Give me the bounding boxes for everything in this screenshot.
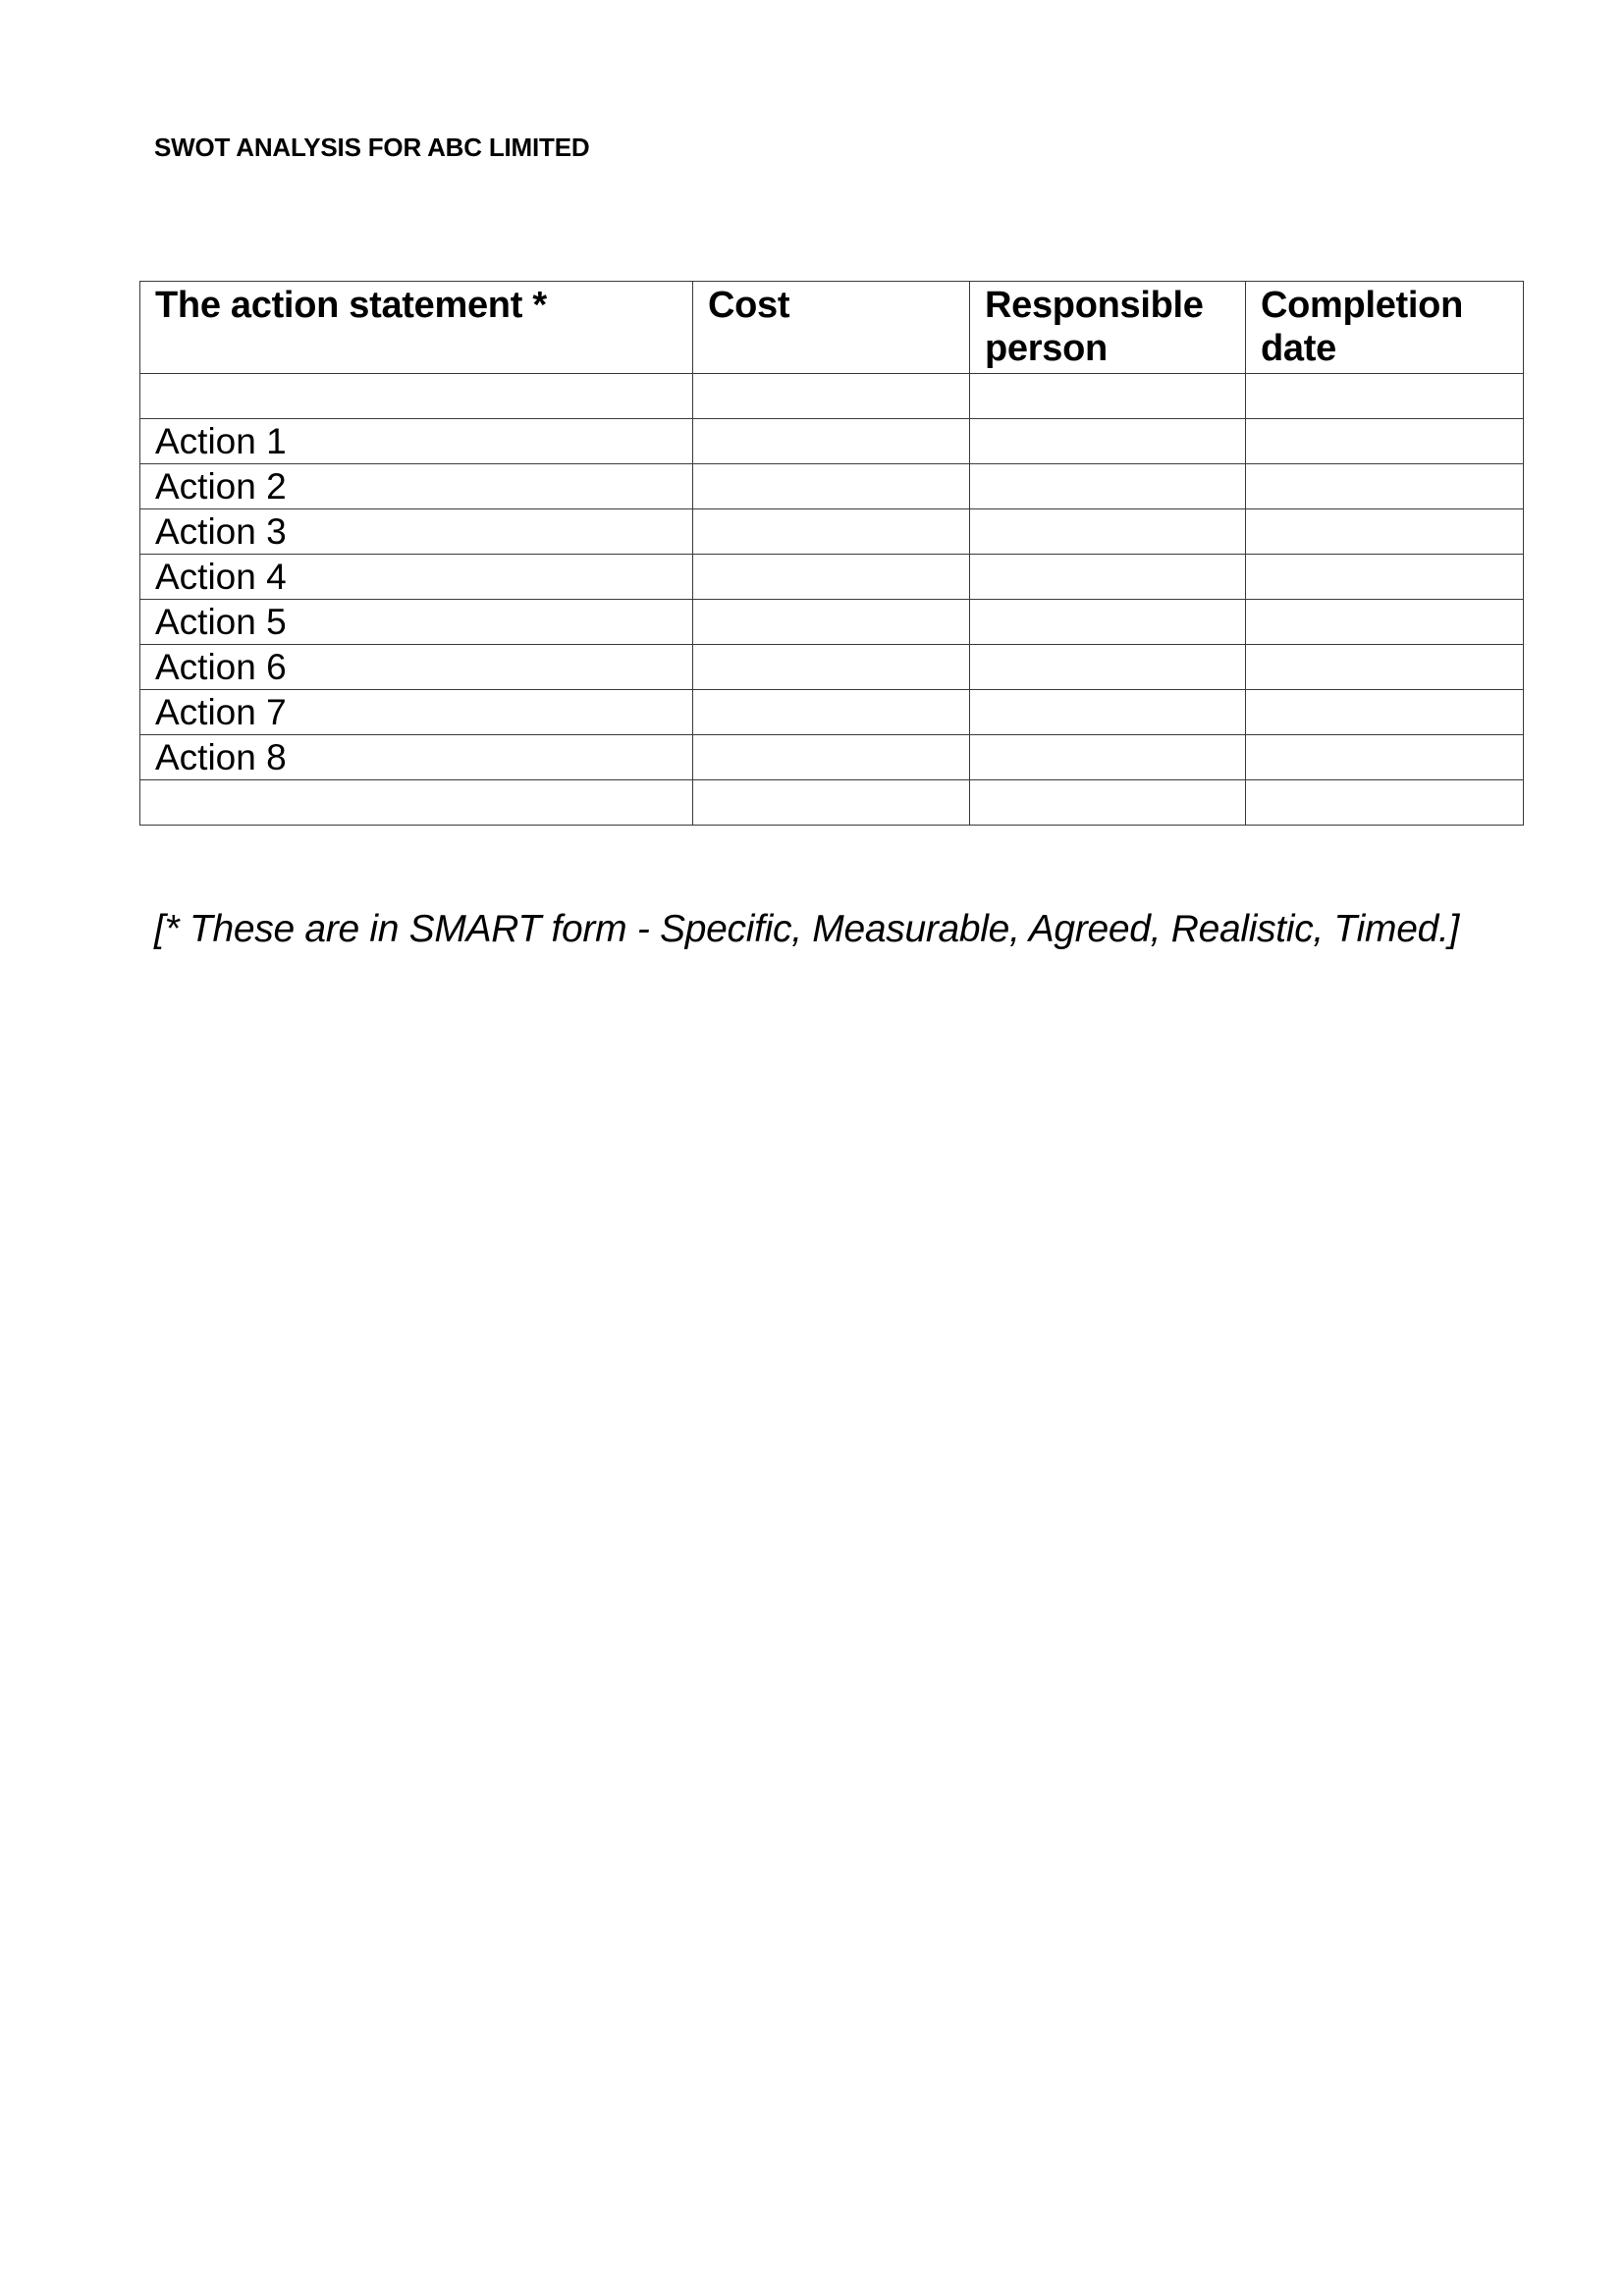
cell-person xyxy=(970,374,1246,419)
table-row xyxy=(140,690,1524,735)
cell-date xyxy=(1246,509,1524,555)
cell-person xyxy=(970,555,1246,600)
cell-date xyxy=(1246,735,1524,780)
header-cost: Cost xyxy=(693,282,970,374)
cell-cost xyxy=(693,690,970,735)
cell-cost xyxy=(693,600,970,645)
table-row xyxy=(140,464,1524,509)
cell-cost xyxy=(693,780,970,826)
cell-cost xyxy=(693,555,970,600)
cell-date xyxy=(1246,464,1524,509)
cell-action xyxy=(140,780,693,826)
cell-action: Action 6 xyxy=(140,645,693,690)
cell-action: Action 3 xyxy=(140,509,693,555)
table-row xyxy=(140,600,1524,645)
cell-cost xyxy=(693,645,970,690)
cell-action: Action 5 xyxy=(140,600,693,645)
cell-person xyxy=(970,735,1246,780)
table-row xyxy=(140,509,1524,555)
cell-action: Action 7 xyxy=(140,690,693,735)
cell-person xyxy=(970,600,1246,645)
cell-person xyxy=(970,509,1246,555)
cell-person xyxy=(970,690,1246,735)
cell-date xyxy=(1246,555,1524,600)
header-action-statement: The action statement * xyxy=(140,282,693,374)
table-row xyxy=(140,374,1524,419)
action-plan-table xyxy=(139,281,1524,826)
cell-action: Action 2 xyxy=(140,464,693,509)
table-row xyxy=(140,735,1524,780)
cell-person xyxy=(970,464,1246,509)
header-completion-date: Completion date xyxy=(1246,282,1524,374)
cell-person xyxy=(970,419,1246,464)
cell-cost xyxy=(693,464,970,509)
table-row xyxy=(140,555,1524,600)
cell-action: Action 4 xyxy=(140,555,693,600)
cell-action: Action 1 xyxy=(140,419,693,464)
cell-cost xyxy=(693,419,970,464)
cell-action xyxy=(140,374,693,419)
cell-date xyxy=(1246,780,1524,826)
cell-date xyxy=(1246,690,1524,735)
cell-date xyxy=(1246,374,1524,419)
table-header-row xyxy=(140,282,1524,374)
cell-person xyxy=(970,645,1246,690)
cell-date xyxy=(1246,600,1524,645)
smart-footnote: [* These are in SMART form - Specific, Measurable, Agreed, Realistic, Timed.] xyxy=(154,908,1460,950)
cell-cost xyxy=(693,735,970,780)
table-row xyxy=(140,780,1524,826)
cell-person xyxy=(970,780,1246,826)
cell-cost xyxy=(693,374,970,419)
cell-date xyxy=(1246,419,1524,464)
table-row xyxy=(140,419,1524,464)
table-row xyxy=(140,645,1524,690)
cell-action: Action 8 xyxy=(140,735,693,780)
cell-date xyxy=(1246,645,1524,690)
cell-cost xyxy=(693,509,970,555)
document-title: SWOT ANALYSIS FOR ABC LIMITED xyxy=(154,133,590,162)
header-responsible-person: Responsible person xyxy=(970,282,1246,374)
